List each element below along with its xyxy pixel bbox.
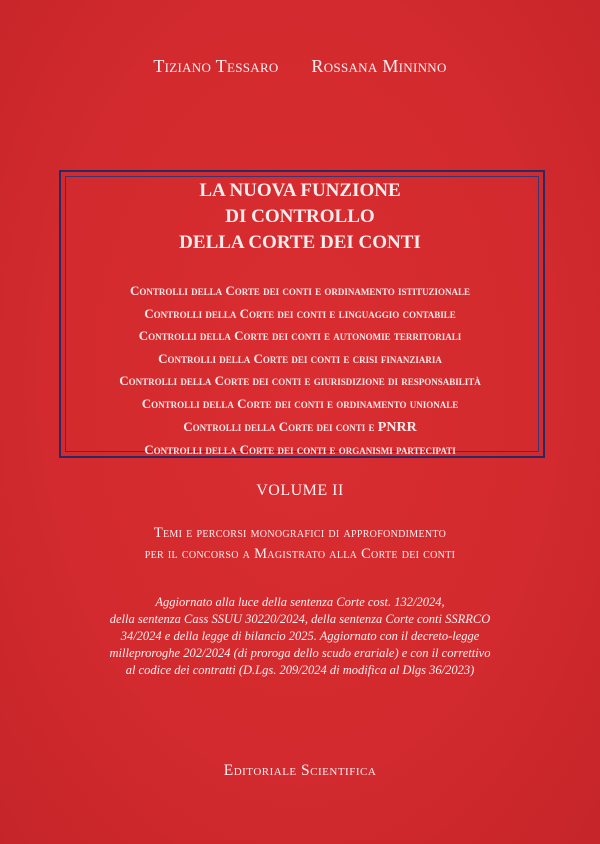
note-line: milleproroghe 202/2024 (di proroga dello scudo erariale) e con il correttivo xyxy=(109,646,491,660)
book-title xyxy=(0,178,600,256)
note-line: al codice dei contratti (D.Lgs. 209/2024 di modifica al Dlgs 36/2023) xyxy=(125,663,475,677)
subject-item: Controlli della Corte dei conti e ordinamento istituzionale xyxy=(129,283,471,298)
theme-line: Temi e percorsi monografici di approfondimento xyxy=(153,525,447,541)
title-line: DI CONTROLLO xyxy=(225,206,375,227)
note-line: Aggiornato alla luce della sentenza Corte cost. 132/2024, xyxy=(155,595,445,609)
subject-item: Controlli della Corte dei conti e linguaggio contabile xyxy=(144,305,456,321)
title-line: LA NUOVA FUNZIONE xyxy=(199,180,401,201)
volume-label: VOLUME II xyxy=(256,482,344,499)
note-line: 34/2024 e della legge di bilancio 2025. Aggiornato con il decreto-legge xyxy=(120,629,480,643)
note-line: della sentenza Cass SSUU 30220/2024, della sentenza Corte conti SSRRCO xyxy=(109,612,491,626)
subject-item: Controlli della Corte dei conti e ordinamento unionale xyxy=(141,395,459,411)
subject-item: Controlli della Corte dei conti e crisi finanziaria xyxy=(158,350,442,366)
subject-item: Controlli della Corte dei conti e organismi partecipati xyxy=(144,442,456,458)
author-name: Rossana Mininno xyxy=(311,56,447,76)
author-name: Tiziano Tessaro xyxy=(153,56,279,76)
title-line: DELLA CORTE DEI CONTI xyxy=(179,232,421,253)
theme-subtitle xyxy=(0,523,600,565)
subject-item-pnrr xyxy=(0,416,600,440)
subject-item: Controlli della Corte dei conti e xyxy=(183,418,375,434)
pnrr-label: PNRR xyxy=(377,419,417,435)
subject-item: Controlli della Corte dei conti e autonomie territoriali xyxy=(138,328,462,344)
subject-list xyxy=(0,280,600,462)
update-notes xyxy=(0,594,600,679)
authors xyxy=(0,56,600,77)
theme-line: per il concorso a Magistrato alla Corte dei conti xyxy=(144,546,456,562)
subject-item: Controlli della Corte dei conti e giurisdizione di responsabilità xyxy=(119,373,481,389)
publisher: Editoriale Scientifica xyxy=(223,762,377,779)
